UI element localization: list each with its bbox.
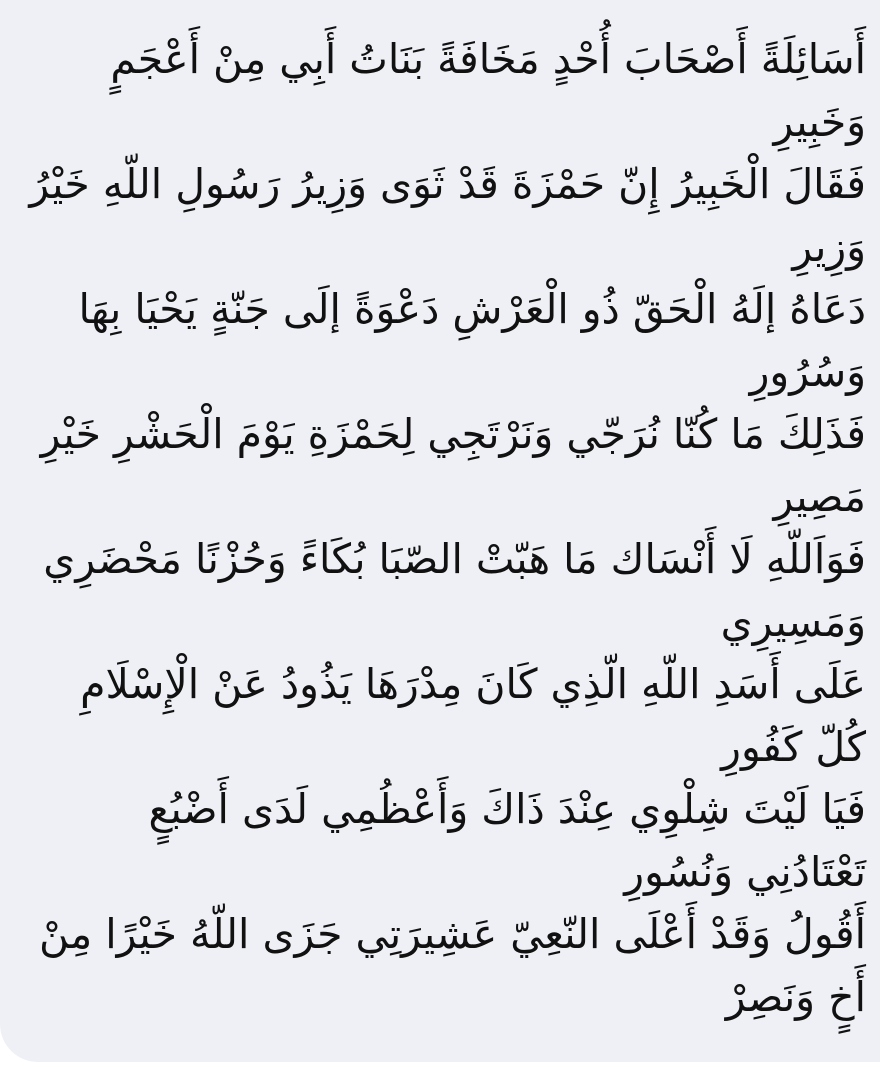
- verse-line: فَذَلِكَ مَا كُنّا نُرَجّي وَنَرْتَجِي لِحَمْزَةِ يَوْمَ الْحَشْرِ خَيْرِ مَصِيرِ: [40, 410, 866, 521]
- verse-line: دَعَاهُ إلَهُ الْحَقّ ذُو الْعَرْشِ دَعْوَةً إلَى جَنّةٍ يَحْيَا بِهَا وَسُرُورِ: [78, 285, 866, 396]
- verse-line: فَقَالَ الْخَبِيرُ إِنّ حَمْزَةَ قَدْ ثَوَى وَزِيرُ رَسُولِ اللّهِ خَيْرُ وَزِيرِ: [29, 160, 866, 271]
- verse-line: أَسَائِلَةً أَصْحَابَ أُحْدٍ مَخَافَةً بَنَاتُ أَبِي مِنْ أَعْجَمٍ وَخَبِيرِ: [110, 35, 866, 146]
- message-text: [18, 28, 866, 1028]
- verse-line: فَوَاَللّهِ لَا أَنْسَاك مَا هَبّتْ الصّبَا بُكَاءً وَحُزْنًا مَحْضَرِي وَمَسِيرِي: [43, 535, 866, 646]
- verse-line: أَقُولُ وَقَدْ أَعْلَى النّعِيّ عَشِيرَتِي جَزَى اللّهُ خَيْرًا مِنْ أَخٍ وَنَصِرْ: [39, 910, 866, 1021]
- verse-line: عَلَى أَسَدِ اللّهِ الّذِي كَانَ مِدْرَهَا يَذُودُ عَنْ الْإِسْلَامِ كُلّ كَفُورِ: [80, 660, 866, 771]
- verse-line: فَيَا لَيْتَ شِلْوِي عِنْدَ ذَاكَ وَأَعْظُمِي لَدَى أَضْبُعٍ تَعْتَادُنِي وَنُسُورِ: [148, 785, 866, 896]
